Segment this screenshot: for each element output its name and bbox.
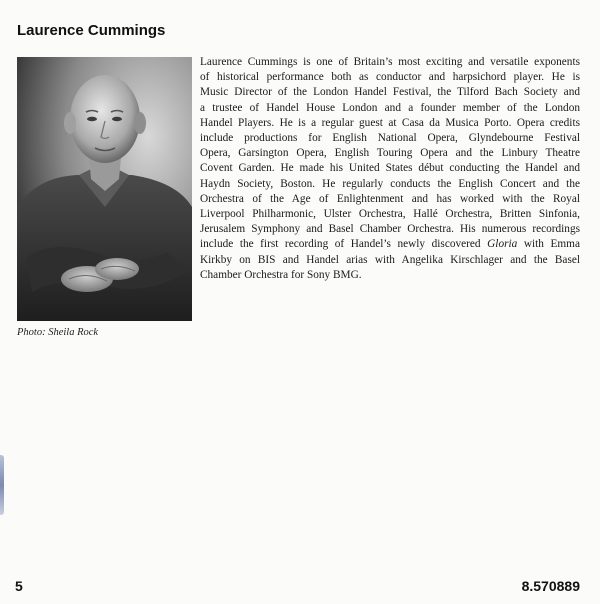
bio-line: Covent Garden. He made his United States début conducting the Handel and [200,162,580,175]
bio-line: Handel Players. He is a regular guest at Casa da Musica Porto. Opera credits [200,116,580,129]
bio-line: Chamber Orchestra for Sony BMG. [200,268,362,281]
bio-line-tail: with Emma [517,238,580,251]
portrait-illustration [17,57,192,321]
bio-line: Laurence Cummings is one of Britain’s most exciting and versatile exponents [200,56,580,68]
bio-line: Haydn Society, Boston. He regularly conducts the English Concert and the [200,177,580,190]
page-heading: Laurence Cummings [17,22,166,39]
bio-line: Kirkby on BIS and Handel arias with Angelika Kirschlager and the Basel [200,253,580,266]
page-number: 5 [15,578,23,594]
photo-caption: Photo: Sheila Rock [17,327,99,338]
biography-text [200,55,580,283]
bio-italic-title: Gloria [487,238,518,251]
bio-line: Music Director of the London Handel Festival, the Tilford Bach Society and [200,86,580,99]
bio-line: Orchestra of the Age of Enlightenment and has worked with the Royal [200,192,580,205]
bio-line: Jerusalem Symphony and Basel Chamber Orchestra. His numerous recordings [200,223,580,236]
page-edge-mark [0,455,4,515]
bio-line: a trustee of Handel House London and a founder member of the London [200,101,580,114]
catalogue-number: 8.570889 [521,578,580,594]
bio-line-text: include the first recording of Handel’s newly discovered [200,238,488,251]
bio-line: of historical performance both as conductor and harpsichord player. He is [200,71,580,84]
bio-line: Liverpool Philharmonic, Ulster Orchestra, Hallé Orchestra, Britten Sinfonia, [200,208,580,221]
portrait-photo [17,57,192,321]
bio-line: Opera, Garsington Opera, English Touring Opera and the Linbury Theatre [200,147,580,160]
bio-line-with-italic [200,237,580,252]
bio-line: include productions for English National Opera, Glyndebourne Festival [200,132,580,145]
